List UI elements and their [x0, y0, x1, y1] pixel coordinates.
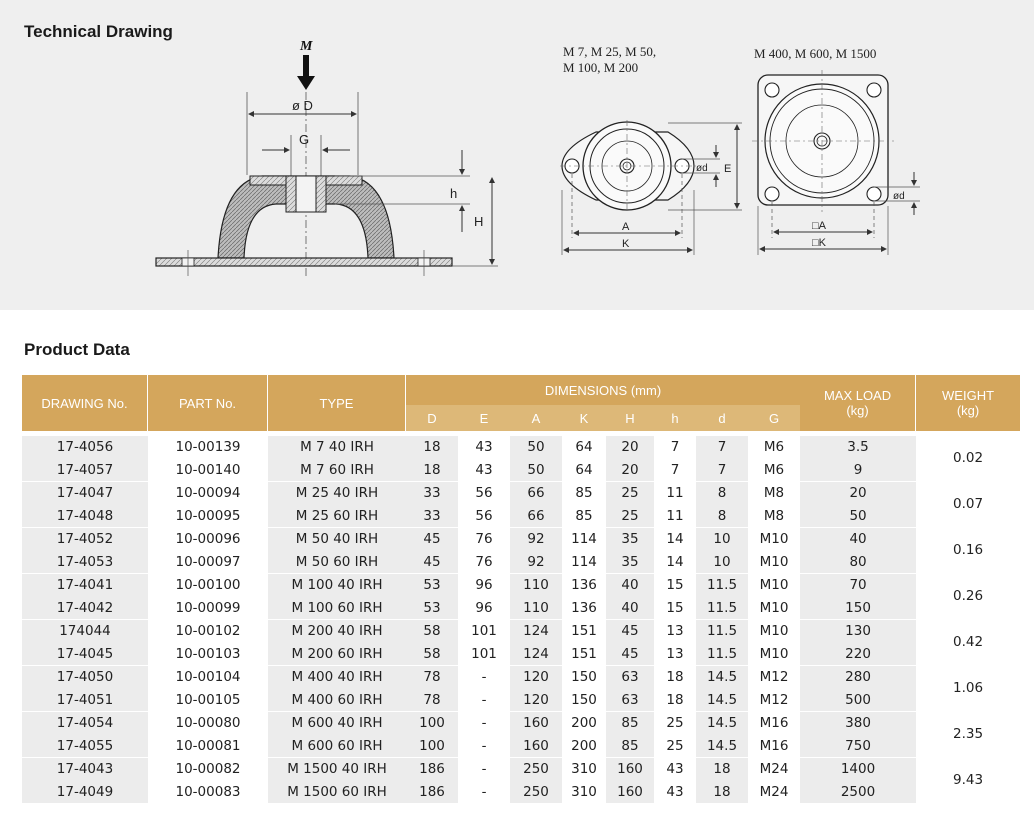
dim-d-cell: 14.5	[696, 735, 748, 758]
dim-a-large-cell: 250	[510, 757, 562, 781]
dim-d-cell: 18	[696, 757, 748, 781]
oval-caption-line1: M 7, M 25, M 50,	[563, 44, 657, 59]
header-dim-a: A	[510, 405, 562, 431]
product-data-title: Product Data	[24, 340, 130, 359]
dim-e-large-cell: 101	[458, 643, 510, 666]
oval-a-label: A	[622, 221, 630, 233]
load-label: M	[300, 39, 313, 54]
square-flange-view	[752, 46, 920, 255]
dim-d-cell: 10	[696, 551, 748, 574]
square-a-label: □A	[812, 220, 826, 232]
part-no-cell: 10-00083	[148, 781, 268, 804]
type-cell: M 400 40 IRH	[268, 665, 406, 689]
dim-k-large-cell: 200	[562, 711, 606, 735]
dim-g-cell: M8	[748, 481, 800, 505]
max-load-cell: 40	[800, 527, 916, 551]
part-no-cell: 10-00105	[148, 689, 268, 712]
part-no-cell: 10-00095	[148, 505, 268, 528]
dim-h-large-cell: 63	[606, 665, 654, 689]
drawing-no-cell: 17-4042	[22, 597, 148, 620]
dim-e-large-cell: -	[458, 665, 510, 689]
dim-d-large-cell: 53	[406, 597, 458, 620]
dim-e-large-cell: -	[458, 711, 510, 735]
dim-d-large-cell: 186	[406, 781, 458, 804]
dim-d-large-cell: 18	[406, 435, 458, 459]
dim-e-large-cell: -	[458, 689, 510, 712]
part-no-cell: 10-00096	[148, 527, 268, 551]
part-no-cell: 10-00082	[148, 757, 268, 781]
table-row	[22, 551, 1020, 574]
dim-k-large-cell: 151	[562, 643, 606, 666]
dim-d-cell: 11.5	[696, 619, 748, 643]
part-no-cell: 10-00102	[148, 619, 268, 643]
part-no-cell: 10-00094	[148, 481, 268, 505]
drawing-no-cell: 17-4052	[22, 527, 148, 551]
drawing-no-cell: 17-4054	[22, 711, 148, 735]
dim-h-cell: 15	[654, 573, 696, 597]
drawing-no-cell: 17-4050	[22, 665, 148, 689]
max-load-cell: 3.5	[800, 435, 916, 459]
type-cell: M 400 60 IRH	[268, 689, 406, 712]
dim-g-cell: M6	[748, 459, 800, 482]
dim-g-cell: M24	[748, 757, 800, 781]
header-weight: WEIGHT (kg)	[916, 375, 1020, 431]
dim-h-large-cell: 20	[606, 435, 654, 459]
type-cell: M 25 40 IRH	[268, 481, 406, 505]
dim-d-large-cell: 33	[406, 481, 458, 505]
dim-a-large-cell: 250	[510, 781, 562, 804]
weight-cell: 0.07	[916, 481, 1020, 527]
type-cell: M 200 40 IRH	[268, 619, 406, 643]
dim-e-large-cell: 76	[458, 551, 510, 574]
header-max-load: MAX LOAD (kg)	[800, 375, 916, 431]
dim-h-cell: 25	[654, 735, 696, 758]
max-load-cell: 280	[800, 665, 916, 689]
dim-h-large-cell: 45	[606, 643, 654, 666]
dim-d-large-cell: 78	[406, 689, 458, 712]
dim-h-large-cell: 35	[606, 551, 654, 574]
header-dim-h-large: H	[606, 405, 654, 431]
oval-k-label: K	[622, 238, 630, 250]
table-row	[22, 757, 1020, 781]
type-cell: M 50 40 IRH	[268, 527, 406, 551]
dim-d-cell: 7	[696, 435, 748, 459]
table-row	[22, 481, 1020, 505]
weight-cell: 0.16	[916, 527, 1020, 573]
drawing-no-cell: 17-4041	[22, 573, 148, 597]
part-no-cell: 10-00139	[148, 435, 268, 459]
dim-h-cell: 18	[654, 665, 696, 689]
header-type: TYPE	[268, 375, 406, 431]
dim-h-large-cell: 45	[606, 619, 654, 643]
dim-g-cell: M16	[748, 711, 800, 735]
table-row	[22, 735, 1020, 758]
dim-k-large-cell: 310	[562, 757, 606, 781]
type-cell: M 100 60 IRH	[268, 597, 406, 620]
max-load-cell: 500	[800, 689, 916, 712]
header-dimensions: DIMENSIONS (mm)	[406, 375, 800, 405]
part-no-cell: 10-00080	[148, 711, 268, 735]
dim-h-cell: 15	[654, 597, 696, 620]
dim-g-cell: M10	[748, 597, 800, 620]
dim-k-large-cell: 150	[562, 665, 606, 689]
dim-g-cell: M6	[748, 435, 800, 459]
dim-a-large-cell: 110	[510, 597, 562, 620]
max-load-cell: 1400	[800, 757, 916, 781]
table-row	[22, 689, 1020, 712]
part-no-cell: 10-00103	[148, 643, 268, 666]
dim-a-large-cell: 160	[510, 735, 562, 758]
type-cell: M 1500 40 IRH	[268, 757, 406, 781]
part-no-cell: 10-00100	[148, 573, 268, 597]
header-dim-g: G	[748, 405, 800, 431]
technical-drawing-figure	[0, 0, 1034, 310]
max-load-cell: 150	[800, 597, 916, 620]
oval-d-label: ød	[696, 163, 708, 174]
dim-k-large-cell: 200	[562, 735, 606, 758]
dim-h-large-cell: 85	[606, 711, 654, 735]
dim-k-large-cell: 64	[562, 459, 606, 482]
dim-g-cell: M12	[748, 689, 800, 712]
dim-d-large-cell: 58	[406, 643, 458, 666]
dim-a-large-cell: 110	[510, 573, 562, 597]
drawing-no-cell: 17-4057	[22, 459, 148, 482]
dim-a-large-cell: 92	[510, 527, 562, 551]
dim-d-cell: 18	[696, 781, 748, 804]
weight-cell: 9.43	[916, 757, 1020, 803]
dim-e-large-cell: 101	[458, 619, 510, 643]
dim-a-large-cell: 50	[510, 435, 562, 459]
dim-h-cell: 14	[654, 527, 696, 551]
dim-h-large-cell: 85	[606, 735, 654, 758]
max-load-cell: 80	[800, 551, 916, 574]
dim-a-large-cell: 124	[510, 619, 562, 643]
max-load-cell: 50	[800, 505, 916, 528]
dim-h-large-cell: 20	[606, 459, 654, 482]
dim-h-large-cell: 160	[606, 781, 654, 804]
dim-h-cell: 7	[654, 459, 696, 482]
max-load-cell: 9	[800, 459, 916, 482]
dim-d-large-cell: 100	[406, 711, 458, 735]
max-load-cell: 70	[800, 573, 916, 597]
dim-h-cell: 13	[654, 619, 696, 643]
part-no-cell: 10-00099	[148, 597, 268, 620]
dim-e-large-cell: 76	[458, 527, 510, 551]
dim-a-large-cell: 120	[510, 665, 562, 689]
dim-h-cell: 18	[654, 689, 696, 712]
dim-h-large-cell: 35	[606, 527, 654, 551]
dim-g-cell: M10	[748, 643, 800, 666]
table-row	[22, 781, 1020, 804]
dim-g-cell: M16	[748, 735, 800, 758]
dim-g-cell: M10	[748, 573, 800, 597]
max-load-cell: 2500	[800, 781, 916, 804]
square-d-label: ød	[893, 191, 905, 202]
dim-d-cell: 8	[696, 505, 748, 528]
product-data-table	[22, 375, 1020, 803]
table-row	[22, 711, 1020, 735]
dim-d-cell: 7	[696, 459, 748, 482]
header-dim-e: E	[458, 405, 510, 431]
h-large-label: H	[474, 214, 484, 229]
type-cell: M 25 60 IRH	[268, 505, 406, 528]
type-cell: M 7 60 IRH	[268, 459, 406, 482]
drawing-no-cell: 17-4049	[22, 781, 148, 804]
dim-h-cell: 11	[654, 481, 696, 505]
weight-cell: 0.26	[916, 573, 1020, 619]
dim-h-cell: 7	[654, 435, 696, 459]
dim-g-cell: M8	[748, 505, 800, 528]
header-dim-k: K	[562, 405, 606, 431]
dim-a-large-cell: 92	[510, 551, 562, 574]
weight-cell: 2.35	[916, 711, 1020, 757]
dia-label: ø D	[292, 98, 313, 113]
dim-a-large-cell: 120	[510, 689, 562, 712]
table-row	[22, 665, 1020, 689]
dim-k-large-cell: 310	[562, 781, 606, 804]
dim-d-cell: 14.5	[696, 689, 748, 712]
dim-a-large-cell: 124	[510, 643, 562, 666]
table-row	[22, 597, 1020, 620]
max-load-cell: 130	[800, 619, 916, 643]
dim-h-cell: 11	[654, 505, 696, 528]
dim-g-cell: M10	[748, 527, 800, 551]
dim-d-cell: 11.5	[696, 573, 748, 597]
dim-k-large-cell: 150	[562, 689, 606, 712]
type-cell: M 200 60 IRH	[268, 643, 406, 666]
drawing-no-cell: 17-4055	[22, 735, 148, 758]
drawing-no-cell: 17-4056	[22, 435, 148, 459]
dim-e-large-cell: 56	[458, 505, 510, 528]
header-part-no: PART No.	[148, 375, 268, 431]
dim-h-cell: 25	[654, 711, 696, 735]
table-row	[22, 643, 1020, 666]
dim-a-large-cell: 160	[510, 711, 562, 735]
max-load-cell: 750	[800, 735, 916, 758]
max-load-cell: 220	[800, 643, 916, 666]
weight-cell: 0.02	[916, 435, 1020, 481]
header-dim-h-small: h	[654, 405, 696, 431]
dim-h-large-cell: 25	[606, 481, 654, 505]
dim-d-large-cell: 53	[406, 573, 458, 597]
table-row	[22, 573, 1020, 597]
dim-d-cell: 10	[696, 527, 748, 551]
dim-e-large-cell: -	[458, 757, 510, 781]
drawing-no-cell: 17-4053	[22, 551, 148, 574]
drawing-no-cell: 17-4048	[22, 505, 148, 528]
weight-cell: 0.42	[916, 619, 1020, 665]
dim-h-large-cell: 25	[606, 505, 654, 528]
type-cell: M 600 40 IRH	[268, 711, 406, 735]
dim-a-large-cell: 66	[510, 505, 562, 528]
table-row	[22, 459, 1020, 482]
table-row	[22, 435, 1020, 459]
dim-k-large-cell: 136	[562, 573, 606, 597]
dim-e-large-cell: -	[458, 735, 510, 758]
drawing-no-cell: 17-4045	[22, 643, 148, 666]
dim-d-cell: 8	[696, 481, 748, 505]
dim-e-large-cell: 43	[458, 435, 510, 459]
oval-flange-view	[560, 44, 742, 255]
dim-h-large-cell: 40	[606, 573, 654, 597]
drawing-no-cell: 17-4047	[22, 481, 148, 505]
max-load-cell: 20	[800, 481, 916, 505]
type-cell: M 50 60 IRH	[268, 551, 406, 574]
table-row	[22, 527, 1020, 551]
dim-d-cell: 11.5	[696, 597, 748, 620]
technical-drawing-panel	[0, 0, 1034, 310]
dim-d-large-cell: 78	[406, 665, 458, 689]
type-cell: M 100 40 IRH	[268, 573, 406, 597]
dim-d-large-cell: 58	[406, 619, 458, 643]
dim-k-large-cell: 85	[562, 505, 606, 528]
dim-h-cell: 14	[654, 551, 696, 574]
dim-h-large-cell: 63	[606, 689, 654, 712]
dim-g-cell: M24	[748, 781, 800, 804]
dim-e-large-cell: 96	[458, 573, 510, 597]
dim-d-cell: 14.5	[696, 711, 748, 735]
dim-e-large-cell: 96	[458, 597, 510, 620]
dim-d-cell: 11.5	[696, 643, 748, 666]
header-drawing-no: DRAWING No.	[22, 375, 148, 431]
dim-d-large-cell: 100	[406, 735, 458, 758]
dim-g-cell: M10	[748, 619, 800, 643]
dim-a-large-cell: 50	[510, 459, 562, 482]
dim-e-large-cell: -	[458, 781, 510, 804]
dim-k-large-cell: 151	[562, 619, 606, 643]
load-arrow-icon	[303, 55, 309, 77]
dim-g-cell: M12	[748, 665, 800, 689]
dim-k-large-cell: 64	[562, 435, 606, 459]
type-cell: M 600 60 IRH	[268, 735, 406, 758]
dim-h-large-cell: 160	[606, 757, 654, 781]
dim-g-cell: M10	[748, 551, 800, 574]
dim-d-large-cell: 45	[406, 551, 458, 574]
dim-d-large-cell: 33	[406, 505, 458, 528]
dim-k-large-cell: 136	[562, 597, 606, 620]
technical-drawing-title: Technical Drawing	[24, 22, 173, 41]
dim-h-cell: 43	[654, 781, 696, 804]
square-caption: M 400, M 600, M 1500	[754, 46, 877, 61]
h-small-label: h	[450, 186, 458, 201]
dim-e-large-cell: 56	[458, 481, 510, 505]
oval-caption-line2: M 100, M 200	[563, 60, 639, 75]
dim-k-large-cell: 85	[562, 481, 606, 505]
type-cell: M 1500 60 IRH	[268, 781, 406, 804]
drawing-no-cell: 17-4051	[22, 689, 148, 712]
square-k-label: □K	[812, 237, 826, 249]
type-cell: M 7 40 IRH	[268, 435, 406, 459]
part-no-cell: 10-00081	[148, 735, 268, 758]
header-dim-d-small: d	[696, 405, 748, 431]
dim-k-large-cell: 114	[562, 551, 606, 574]
table-row	[22, 505, 1020, 528]
product-data-table-body	[22, 435, 1020, 803]
weight-cell: 1.06	[916, 665, 1020, 711]
dim-d-cell: 14.5	[696, 665, 748, 689]
part-no-cell: 10-00104	[148, 665, 268, 689]
drawing-no-cell: 174044	[22, 619, 148, 643]
dim-e-large-cell: 43	[458, 459, 510, 482]
drawing-no-cell: 17-4043	[22, 757, 148, 781]
g-label: G	[299, 132, 310, 147]
oval-e-label: E	[724, 163, 732, 175]
dim-d-large-cell: 45	[406, 527, 458, 551]
dim-a-large-cell: 66	[510, 481, 562, 505]
header-dim-d-large: D	[406, 405, 458, 431]
dim-k-large-cell: 114	[562, 527, 606, 551]
max-load-cell: 380	[800, 711, 916, 735]
dim-d-large-cell: 18	[406, 459, 458, 482]
dim-h-large-cell: 40	[606, 597, 654, 620]
part-no-cell: 10-00097	[148, 551, 268, 574]
part-no-cell: 10-00140	[148, 459, 268, 482]
dim-d-large-cell: 186	[406, 757, 458, 781]
dim-h-cell: 13	[654, 643, 696, 666]
table-row	[22, 619, 1020, 643]
side-section-view	[156, 39, 498, 276]
dim-h-cell: 43	[654, 757, 696, 781]
